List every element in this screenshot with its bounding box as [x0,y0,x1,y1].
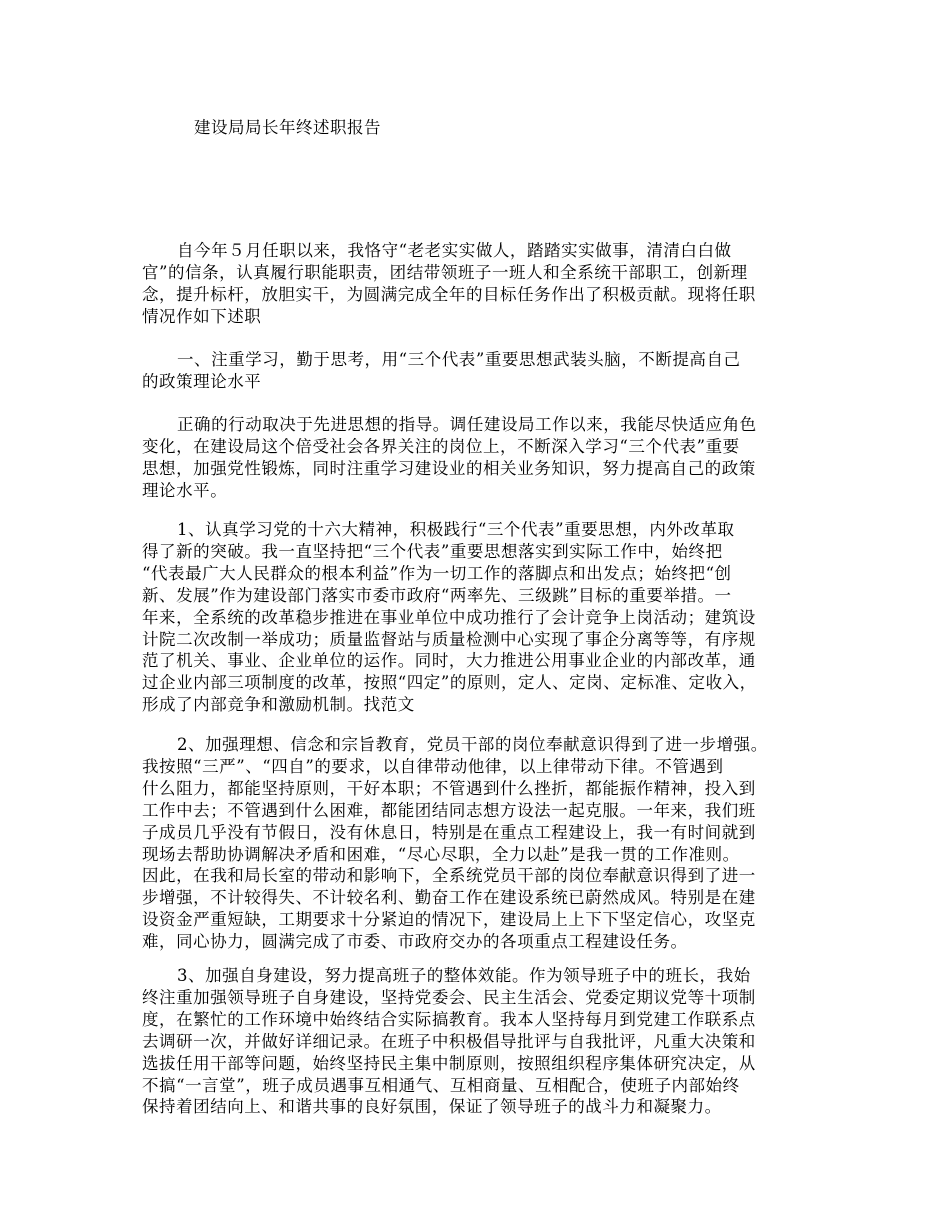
paragraph-intro [142,240,756,328]
paragraph-line: 步增强，不计较得失、不计较名利、勤奋工作在建设系统已蔚然成风。特别是在建 [142,888,756,908]
paragraph-line: 过企业内部三项制度的改革，按照“四定”的原则，定人、定岗、定标准、定收入， [142,673,757,693]
paragraph-item-1 [142,519,757,716]
paragraph-line: 难，同心协力，圆满完成了市委、市政府交办的各项重点工程建设任务。 [142,932,688,952]
paragraph-line: 我按照“三严”、“四自”的要求，以自律带动他律，以上律带动下律。不管遇到 [142,756,724,776]
paragraph-line: 不搞“一言堂”，班子成员遇事互相通气、互相商量、互相配合，使班子内部始终 [142,1075,740,1095]
paragraph-line: 理论水平。 [142,480,228,500]
paragraph-line: 什么阻力，都能坚持原则，干好本职；不管遇到什么挫折，都能振作精神，投入到 [142,778,756,798]
paragraph-line: 的政策理论水平 [142,371,262,391]
paragraph-line: 去调研一次，并做好详细记录。在班子中积极倡导批评与自我批评，凡重大决策和 [142,1031,756,1051]
paragraph-line: 工作中去；不管遇到什么困难，都能团结同志想方设法一起克服。一年来，我们班 [142,800,756,820]
paragraph-line: “代表最广大人民群众的根本利益”作为一切工作的落脚点和出发点；始终把“创 [142,563,732,583]
paragraph-line: 终注重加强领导班子自身建设，坚持党委会、民主生活会、党委定期议党等十项制 [142,987,756,1007]
document-title: 建设局局长年终述职报告 [194,118,381,137]
paragraph-line: 1、认真学习党的十六大精神，积极践行“三个代表”重要思想，内外改革取 [177,520,735,539]
paragraph-line: 年来，全系统的改革稳步推进在事业单位中成功推行了会计竞争上岗活动；建筑设 [142,607,756,627]
paragraph-line: 思想，加强党性锻炼，同时注重学习建设业的相关业务知识，努力提高自己的政策 [142,458,756,478]
paragraph-line: 范了机关、事业、企业单位的运作。同时，大力推进公用事业企业的内部改革，通 [142,651,756,671]
paragraph-item-2 [142,734,768,953]
paragraph-line: 官”的信条，认真履行职能职责，团结带领班子一班人和全系统干部职工，创新理 [142,262,748,282]
paragraph-line: 因此，在我和局长室的带动和影响下，全系统党员干部的岗位奉献意识得到了进一 [142,866,756,886]
section-heading-one [142,349,741,393]
paragraph-line: 念，提升标杆，放胆实干，为圆满完成全年的目标任务作出了积极贡献。现将任职 [142,284,756,304]
paragraph-line: 变化，在建设局这个倍受社会各界关注的岗位上，不断深入学习“三个代表”重要 [142,436,740,456]
paragraph-line: 度，在繁忙的工作环境中始终结合实际搞教育。我本人坚持每月到党建工作联系点 [142,1009,756,1029]
paragraph-line: 3、加强自身建设，努力提高班子的整体效能。作为领导班子中的班长，我始 [177,966,751,985]
paragraph-section-one-intro [142,414,757,502]
paragraph-line: 得了新的突破。我一直坚持把“三个代表”重要思想落实到实际工作中，始终把 [142,541,723,561]
paragraph-line: 设资金严重短缺，工期要求十分紧迫的情况下，建设局上上下下坚定信心，攻坚克 [142,910,756,930]
paragraph-line: 形成了内部竞争和激励机制。找范文 [142,695,415,715]
paragraph-line: 自今年５月任职以来，我恪守“老老实实做人，踏踏实实做事，清清白白做 [177,241,732,260]
paragraph-line: 新、发展”作为建设部门落实市委市政府“两率先、三级跳”目标的重要举措。一 [142,585,732,605]
paragraph-line: 一、注重学习，勤于思考，用“三个代表”重要思想武装头脑，不断提高自己 [177,350,741,369]
paragraph-line: 选拔任用干部等问题，始终坚持民主集中制原则，按照组织程序集体研究决定，从 [142,1053,756,1073]
paragraph-line: 子成员几乎没有节假日，没有休息日，特别是在重点工程建设上，我一有时间就到 [142,822,756,842]
paragraph-line: 正确的行动取决于先进思想的指导。调任建设局工作以来，我能尽快适应角色 [177,415,757,434]
paragraph-item-3 [142,965,756,1118]
paragraph-line: 现场去帮助协调解决矛盾和困难，“尽心尽职，全力以赴”是我一贯的工作准则。 [142,844,740,864]
paragraph-line: 计院二次改制一举成功；质量监督站与质量检测中心实现了事企分离等等，有序规 [142,629,756,649]
paragraph-line: 2、加强理想、信念和宗旨教育，党员干部的岗位奉献意识得到了进一步增强。 [177,735,768,754]
paragraph-line: 情况作如下述职 [142,306,262,326]
paragraph-line: 保持着团结向上、和谐共事的良好氛围，保证了领导班子的战斗力和凝聚力。 [142,1097,722,1117]
